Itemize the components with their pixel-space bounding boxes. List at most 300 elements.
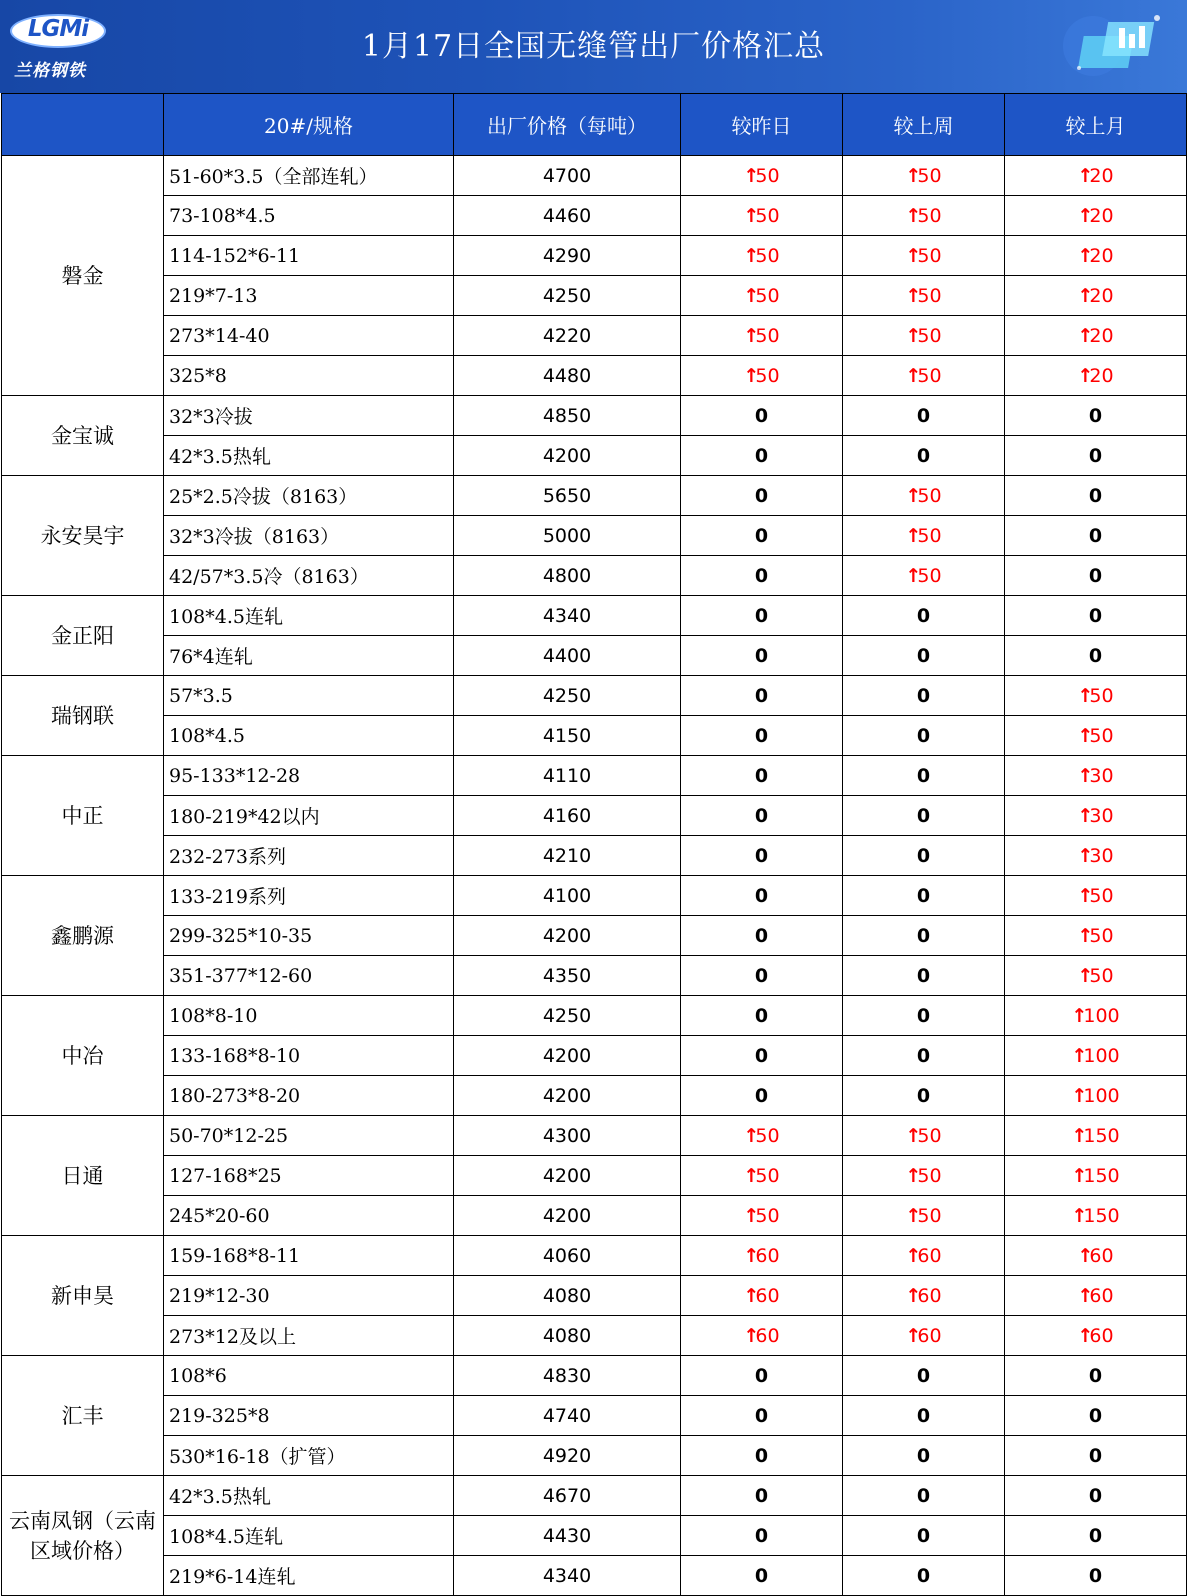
change-vs-last-month [1005, 316, 1187, 356]
dashboard-illustration-icon [1059, 6, 1169, 86]
table-row [2, 636, 1187, 676]
spec-cell: 42*3.5热轧 [164, 436, 454, 476]
change-vs-last-month [1005, 876, 1187, 916]
col-header-company [2, 94, 164, 156]
up-arrow-icon: ↑ [905, 284, 922, 307]
up-arrow-icon: ↑ [1077, 924, 1094, 947]
company-name: 金宝诚 [2, 396, 164, 476]
change-vs-yesterday: 0 [681, 1076, 843, 1116]
change-vs-yesterday: 0 [681, 476, 843, 516]
spec-cell: 232-273系列 [164, 836, 454, 876]
table-row [2, 356, 1187, 396]
change-vs-yesterday: 0 [681, 556, 843, 596]
change-value: 60 [917, 1284, 942, 1307]
change-vs-yesterday: 0 [681, 756, 843, 796]
change-vs-last-month [1005, 836, 1187, 876]
price-cell: 4800 [454, 556, 681, 596]
table-row [2, 556, 1187, 596]
col-header-spec: 20#/规格 [164, 94, 454, 156]
change-vs-last-month: 0 [1005, 1396, 1187, 1436]
spec-cell: 133-219系列 [164, 876, 454, 916]
change-vs-last-week: 0 [843, 1396, 1005, 1436]
change-value: 100 [1083, 1004, 1120, 1027]
up-arrow-icon: ↑ [1077, 884, 1094, 907]
spec-cell: 530*16-18（扩管） [164, 1436, 454, 1476]
change-value: 150 [1083, 1164, 1120, 1187]
up-arrow-icon: ↑ [905, 1244, 922, 1267]
price-cell: 4340 [454, 596, 681, 636]
price-cell: 4400 [454, 636, 681, 676]
change-vs-yesterday [681, 316, 843, 356]
change-vs-yesterday: 0 [681, 1436, 843, 1476]
spec-cell: 42*3.5热轧 [164, 1476, 454, 1516]
spec-cell: 114-152*6-11 [164, 236, 454, 276]
up-arrow-icon: ↑ [905, 1324, 922, 1347]
change-value: 50 [917, 1124, 942, 1147]
change-value: 50 [755, 284, 780, 307]
change-vs-last-month [1005, 356, 1187, 396]
change-vs-yesterday: 0 [681, 716, 843, 756]
price-cell: 5000 [454, 516, 681, 556]
change-vs-last-week: 0 [843, 396, 1005, 436]
page-title: 1月17日全国无缝管出厂价格汇总 [361, 29, 826, 64]
price-cell: 4080 [454, 1316, 681, 1356]
up-arrow-icon: ↑ [743, 204, 760, 227]
price-cell: 4200 [454, 1196, 681, 1236]
change-vs-yesterday: 0 [681, 876, 843, 916]
up-arrow-icon: ↑ [905, 1204, 922, 1227]
up-arrow-icon: ↑ [1077, 684, 1094, 707]
change-vs-last-week [843, 1316, 1005, 1356]
table-row [2, 1516, 1187, 1556]
change-value: 20 [1089, 164, 1114, 187]
change-value: 50 [917, 564, 942, 587]
price-cell: 4300 [454, 1116, 681, 1156]
spec-cell: 127-168*25 [164, 1156, 454, 1196]
title-banner [0, 0, 1187, 93]
change-vs-last-month [1005, 1196, 1187, 1236]
company-name: 永安昊宇 [2, 476, 164, 596]
change-value: 60 [917, 1324, 942, 1347]
change-vs-last-week [843, 156, 1005, 196]
price-cell: 4110 [454, 756, 681, 796]
table-row [2, 1156, 1187, 1196]
change-value: 20 [1089, 324, 1114, 347]
up-arrow-icon: ↑ [743, 284, 760, 307]
up-arrow-icon: ↑ [1077, 324, 1094, 347]
company-name: 汇丰 [2, 1356, 164, 1476]
table-row [2, 196, 1187, 236]
change-value: 50 [1089, 964, 1114, 987]
change-value: 50 [755, 204, 780, 227]
up-arrow-icon: ↑ [743, 1124, 760, 1147]
spec-cell: 219-325*8 [164, 1396, 454, 1436]
price-cell: 4670 [454, 1476, 681, 1516]
change-vs-last-week: 0 [843, 596, 1005, 636]
change-vs-last-month [1005, 1236, 1187, 1276]
col-header-price: 出厂价格（每吨） [454, 94, 681, 156]
change-value: 50 [1089, 724, 1114, 747]
change-vs-yesterday [681, 1276, 843, 1316]
change-vs-yesterday [681, 1196, 843, 1236]
change-vs-yesterday [681, 156, 843, 196]
price-cell: 4080 [454, 1276, 681, 1316]
table-row [2, 1476, 1187, 1516]
change-value: 20 [1089, 244, 1114, 267]
change-vs-last-month: 0 [1005, 476, 1187, 516]
up-arrow-icon: ↑ [905, 204, 922, 227]
price-cell: 4250 [454, 276, 681, 316]
change-vs-last-week: 0 [843, 1076, 1005, 1116]
table-row [2, 1116, 1187, 1156]
change-vs-last-month [1005, 1276, 1187, 1316]
up-arrow-icon: ↑ [905, 1284, 922, 1307]
change-value: 60 [1089, 1244, 1114, 1267]
spec-cell: 32*3冷拔（8163） [164, 516, 454, 556]
price-cell: 4430 [454, 1516, 681, 1556]
spec-cell: 32*3冷拔 [164, 396, 454, 436]
up-arrow-icon: ↑ [1077, 1244, 1094, 1267]
up-arrow-icon: ↑ [1071, 1204, 1088, 1227]
change-vs-last-week: 0 [843, 716, 1005, 756]
logo-text: LGMi [27, 16, 89, 42]
change-vs-last-month [1005, 276, 1187, 316]
company-name: 日通 [2, 1116, 164, 1236]
price-cell: 4250 [454, 996, 681, 1036]
table-row [2, 1236, 1187, 1276]
table-row [2, 1276, 1187, 1316]
change-vs-last-month: 0 [1005, 1436, 1187, 1476]
change-vs-last-week: 0 [843, 876, 1005, 916]
spec-cell: 108*4.5连轧 [164, 1516, 454, 1556]
change-vs-last-month: 0 [1005, 1556, 1187, 1596]
change-vs-last-week: 0 [843, 436, 1005, 476]
change-value: 50 [755, 324, 780, 347]
up-arrow-icon: ↑ [905, 564, 922, 587]
up-arrow-icon: ↑ [1071, 1124, 1088, 1147]
table-row [2, 716, 1187, 756]
change-vs-last-month [1005, 916, 1187, 956]
company-name: 中正 [2, 756, 164, 876]
price-cell: 4100 [454, 876, 681, 916]
table-row [2, 956, 1187, 996]
up-arrow-icon: ↑ [1077, 1284, 1094, 1307]
up-arrow-icon: ↑ [905, 524, 922, 547]
change-vs-last-month [1005, 1076, 1187, 1116]
change-vs-last-month: 0 [1005, 1356, 1187, 1396]
change-vs-yesterday [681, 1116, 843, 1156]
company-name: 云南凤钢（云南区域价格） [2, 1476, 164, 1596]
change-vs-last-month: 0 [1005, 396, 1187, 436]
change-vs-last-week [843, 276, 1005, 316]
change-value: 50 [917, 164, 942, 187]
change-vs-yesterday: 0 [681, 436, 843, 476]
col-header-vs-yesterday: 较昨日 [681, 94, 843, 156]
price-cell: 5650 [454, 476, 681, 516]
up-arrow-icon: ↑ [1077, 964, 1094, 987]
price-cell: 4740 [454, 1396, 681, 1436]
change-value: 50 [917, 204, 942, 227]
change-value: 50 [755, 1164, 780, 1187]
spec-cell: 42/57*3.5冷（8163） [164, 556, 454, 596]
change-vs-yesterday: 0 [681, 676, 843, 716]
change-vs-yesterday [681, 196, 843, 236]
change-value: 60 [755, 1284, 780, 1307]
price-cell: 4290 [454, 236, 681, 276]
table-row [2, 156, 1187, 196]
table-row [2, 836, 1187, 876]
price-table [1, 93, 1187, 1596]
change-vs-yesterday: 0 [681, 1556, 843, 1596]
price-cell: 4920 [454, 1436, 681, 1476]
change-vs-last-week: 0 [843, 1556, 1005, 1596]
up-arrow-icon: ↑ [743, 244, 760, 267]
change-vs-yesterday: 0 [681, 1476, 843, 1516]
change-vs-last-week: 0 [843, 996, 1005, 1036]
change-vs-last-week: 0 [843, 956, 1005, 996]
table-row [2, 396, 1187, 436]
table-row [2, 1556, 1187, 1596]
change-value: 100 [1083, 1084, 1120, 1107]
spec-cell: 76*4连轧 [164, 636, 454, 676]
up-arrow-icon: ↑ [905, 1164, 922, 1187]
up-arrow-icon: ↑ [905, 484, 922, 507]
price-cell: 4200 [454, 1076, 681, 1116]
table-row [2, 1396, 1187, 1436]
spec-cell: 108*8-10 [164, 996, 454, 1036]
up-arrow-icon: ↑ [1071, 1084, 1088, 1107]
up-arrow-icon: ↑ [905, 364, 922, 387]
spec-cell: 108*4.5 [164, 716, 454, 756]
table-row [2, 596, 1187, 636]
change-vs-last-month [1005, 1156, 1187, 1196]
change-value: 60 [755, 1324, 780, 1347]
spec-cell: 108*6 [164, 1356, 454, 1396]
change-value: 20 [1089, 204, 1114, 227]
spec-cell: 273*12及以上 [164, 1316, 454, 1356]
change-vs-last-week: 0 [843, 676, 1005, 716]
change-vs-yesterday: 0 [681, 1036, 843, 1076]
up-arrow-icon: ↑ [1077, 364, 1094, 387]
change-vs-yesterday [681, 356, 843, 396]
change-vs-last-month: 0 [1005, 1476, 1187, 1516]
change-vs-yesterday: 0 [681, 836, 843, 876]
change-vs-yesterday: 0 [681, 636, 843, 676]
company-name: 鑫鹏源 [2, 876, 164, 996]
change-vs-last-month [1005, 716, 1187, 756]
change-vs-last-week [843, 236, 1005, 276]
price-cell: 4350 [454, 956, 681, 996]
change-value: 60 [917, 1244, 942, 1267]
table-row [2, 996, 1187, 1036]
spec-cell: 57*3.5 [164, 676, 454, 716]
change-value: 20 [1089, 284, 1114, 307]
change-vs-last-week [843, 356, 1005, 396]
change-value: 30 [1089, 804, 1114, 827]
change-vs-yesterday: 0 [681, 396, 843, 436]
change-value: 50 [917, 1204, 942, 1227]
change-value: 150 [1083, 1124, 1120, 1147]
spec-cell: 325*8 [164, 356, 454, 396]
up-arrow-icon: ↑ [743, 1324, 760, 1347]
change-vs-last-month [1005, 996, 1187, 1036]
change-vs-last-month [1005, 756, 1187, 796]
change-vs-last-month [1005, 196, 1187, 236]
up-arrow-icon: ↑ [1071, 1004, 1088, 1027]
change-vs-last-month [1005, 956, 1187, 996]
spec-cell: 180-219*42以内 [164, 796, 454, 836]
change-value: 50 [755, 164, 780, 187]
company-name: 金正阳 [2, 596, 164, 676]
change-vs-yesterday [681, 1156, 843, 1196]
table-row [2, 676, 1187, 716]
change-vs-last-month [1005, 1036, 1187, 1076]
company-name: 中冶 [2, 996, 164, 1116]
change-value: 50 [917, 364, 942, 387]
change-vs-last-month: 0 [1005, 556, 1187, 596]
change-vs-last-month: 0 [1005, 436, 1187, 476]
change-vs-yesterday: 0 [681, 516, 843, 556]
change-vs-last-week: 0 [843, 1476, 1005, 1516]
change-vs-last-month: 0 [1005, 1516, 1187, 1556]
table-row [2, 756, 1187, 796]
table-row [2, 796, 1187, 836]
up-arrow-icon: ↑ [743, 164, 760, 187]
table-row [2, 916, 1187, 956]
price-cell: 4060 [454, 1236, 681, 1276]
change-vs-last-week: 0 [843, 636, 1005, 676]
change-value: 50 [1089, 684, 1114, 707]
change-vs-last-week [843, 476, 1005, 516]
change-vs-yesterday: 0 [681, 1396, 843, 1436]
change-vs-last-week [843, 1236, 1005, 1276]
up-arrow-icon: ↑ [905, 244, 922, 267]
table-row [2, 876, 1187, 916]
change-vs-last-month [1005, 156, 1187, 196]
table-row [2, 436, 1187, 476]
change-vs-last-week: 0 [843, 796, 1005, 836]
change-vs-last-month [1005, 1316, 1187, 1356]
price-cell: 4200 [454, 436, 681, 476]
up-arrow-icon: ↑ [1071, 1164, 1088, 1187]
up-arrow-icon: ↑ [905, 324, 922, 347]
table-row [2, 1436, 1187, 1476]
change-vs-yesterday: 0 [681, 956, 843, 996]
change-vs-last-week: 0 [843, 1516, 1005, 1556]
change-value: 60 [1089, 1284, 1114, 1307]
change-vs-yesterday: 0 [681, 1516, 843, 1556]
price-cell: 4160 [454, 796, 681, 836]
change-vs-yesterday: 0 [681, 1356, 843, 1396]
company-name: 磐金 [2, 156, 164, 396]
change-vs-last-week [843, 556, 1005, 596]
change-vs-yesterday: 0 [681, 596, 843, 636]
change-vs-yesterday: 0 [681, 996, 843, 1036]
change-vs-last-month: 0 [1005, 596, 1187, 636]
table-row [2, 236, 1187, 276]
change-value: 50 [755, 1124, 780, 1147]
change-vs-last-month: 0 [1005, 516, 1187, 556]
change-value: 30 [1089, 764, 1114, 787]
change-value: 50 [917, 1164, 942, 1187]
change-vs-last-week: 0 [843, 1356, 1005, 1396]
up-arrow-icon: ↑ [1071, 1044, 1088, 1067]
change-value: 30 [1089, 844, 1114, 867]
price-cell: 4480 [454, 356, 681, 396]
up-arrow-icon: ↑ [1077, 724, 1094, 747]
change-vs-last-month [1005, 796, 1187, 836]
change-vs-yesterday: 0 [681, 796, 843, 836]
change-vs-last-week [843, 196, 1005, 236]
spec-cell: 50-70*12-25 [164, 1116, 454, 1156]
table-header-row [2, 94, 1187, 156]
spec-cell: 299-325*10-35 [164, 916, 454, 956]
change-value: 50 [917, 524, 942, 547]
up-arrow-icon: ↑ [1077, 844, 1094, 867]
price-cell: 4150 [454, 716, 681, 756]
up-arrow-icon: ↑ [1077, 764, 1094, 787]
table-row [2, 1196, 1187, 1236]
change-value: 60 [1089, 1324, 1114, 1347]
price-cell: 4210 [454, 836, 681, 876]
change-vs-last-week: 0 [843, 916, 1005, 956]
change-vs-yesterday [681, 236, 843, 276]
change-value: 20 [1089, 364, 1114, 387]
up-arrow-icon: ↑ [1077, 164, 1094, 187]
table-row [2, 516, 1187, 556]
change-vs-yesterday [681, 276, 843, 316]
spec-cell: 73-108*4.5 [164, 196, 454, 236]
up-arrow-icon: ↑ [1077, 204, 1094, 227]
spec-cell: 180-273*8-20 [164, 1076, 454, 1116]
up-arrow-icon: ↑ [743, 364, 760, 387]
up-arrow-icon: ↑ [743, 1204, 760, 1227]
spec-cell: 351-377*12-60 [164, 956, 454, 996]
change-value: 60 [755, 1244, 780, 1267]
change-value: 50 [917, 244, 942, 267]
table-row [2, 1316, 1187, 1356]
change-vs-last-week: 0 [843, 756, 1005, 796]
up-arrow-icon: ↑ [1077, 1324, 1094, 1347]
change-vs-last-week: 0 [843, 1036, 1005, 1076]
change-value: 150 [1083, 1204, 1120, 1227]
change-vs-last-month [1005, 1116, 1187, 1156]
table-row [2, 316, 1187, 356]
up-arrow-icon: ↑ [905, 1124, 922, 1147]
price-cell: 4460 [454, 196, 681, 236]
change-value: 50 [917, 324, 942, 347]
price-cell: 4200 [454, 1156, 681, 1196]
col-header-vs-last-month: 较上月 [1005, 94, 1187, 156]
change-vs-last-week [843, 1156, 1005, 1196]
change-vs-last-week: 0 [843, 836, 1005, 876]
change-vs-last-week [843, 1196, 1005, 1236]
spec-cell: 219*7-13 [164, 276, 454, 316]
table-row [2, 1076, 1187, 1116]
table-row [2, 1036, 1187, 1076]
up-arrow-icon: ↑ [1077, 804, 1094, 827]
change-vs-last-week [843, 1276, 1005, 1316]
change-vs-last-week [843, 1116, 1005, 1156]
change-value: 50 [917, 284, 942, 307]
up-arrow-icon: ↑ [905, 164, 922, 187]
change-value: 50 [755, 364, 780, 387]
up-arrow-icon: ↑ [1077, 244, 1094, 267]
change-value: 50 [1089, 924, 1114, 947]
up-arrow-icon: ↑ [743, 1284, 760, 1307]
change-vs-last-month [1005, 236, 1187, 276]
price-cell: 4850 [454, 396, 681, 436]
